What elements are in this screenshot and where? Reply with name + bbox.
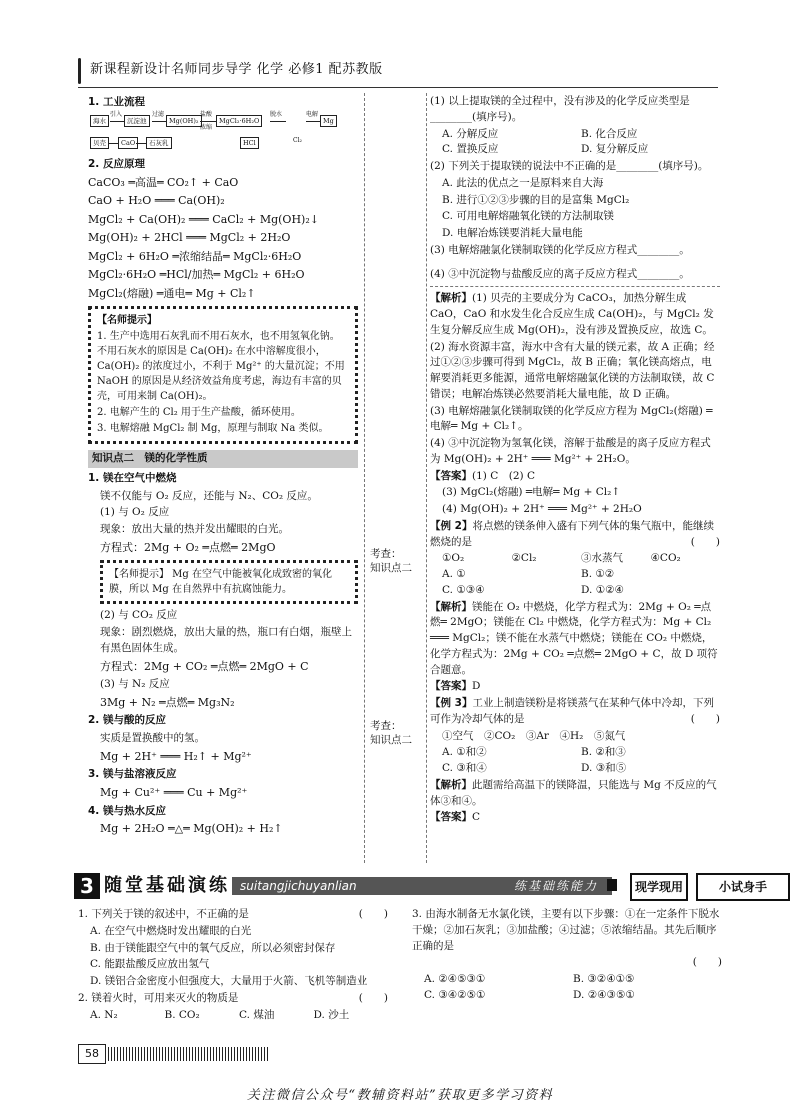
equation: MgCl₂ + 6H₂O ═浓缩结晶═ MgCl₂·6H₂O — [88, 249, 302, 263]
analysis-title: 【解析】 — [430, 778, 472, 791]
equation: 方程式：2Mg + CO₂ ═点燃═ 2MgO + C — [100, 659, 309, 673]
column-divider-left — [364, 93, 365, 863]
equation: MgCl₂ + Ca(OH)₂ ═══ CaCl₂ + Mg(OH)₂↓ — [88, 212, 319, 226]
flow-arrow — [110, 121, 124, 122]
question: (3) 电解熔融氯化镁制取镁的化学反应方程式________。 — [430, 243, 690, 256]
analysis-text: (4) ③中沉淀物为氢氧化镁，溶解于盐酸是的离子反应方程式为 Mg(OH)₂ + 2H⁺ ═══ Mg²⁺ + 2H₂O。 — [430, 437, 711, 465]
question: (1) 以上提取镁的全过程中，没有涉及的化学反应类型是________(填序号)。 — [430, 95, 690, 123]
page-number: 58 — [78, 1044, 106, 1064]
option: A. 在空气中燃烧时发出耀眼的白光 — [90, 924, 252, 937]
example-title: 【例 3】 — [430, 697, 473, 709]
equation: Mg + 2H⁺ ═══ H₂↑ + Mg²⁺ — [100, 749, 252, 763]
section-title: 2. 反应原理 — [88, 157, 145, 170]
equation: CaO + H₂O ═══ Ca(OH)₂ — [88, 194, 225, 207]
section-title: 4. 镁与热水反应 — [88, 804, 166, 817]
flow-node-mg: Mg — [320, 115, 337, 127]
banner-tag: 现学现用 — [630, 873, 688, 901]
option: A. ① — [442, 568, 466, 580]
left-column — [88, 93, 358, 840]
answer-bracket: ( ) — [692, 956, 722, 969]
option: D. ①②④ — [581, 583, 624, 596]
footer-note: 关注微信公众号“教辅资料站”获取更多学习资料 — [246, 1088, 554, 1103]
banner-tag: 小试身手 — [696, 873, 790, 901]
phenomenon: 现象：剧烈燃烧，放出大量的热，瓶口有白烟，瓶壁上有黑色固体生成。 — [100, 626, 352, 654]
equation: MgCl₂·6H₂O ═HCl/加热═ MgCl₂ + 6H₂O — [88, 268, 305, 281]
subheading: (3) 与 N₂ 反应 — [100, 678, 170, 690]
knowledge-point-title: 知识点二 镁的化学性质 — [88, 450, 358, 468]
question: 3. 由海水制备无水氯化镁，主要有以下步骤：①在一定条件下脱水干燥；②加石灰乳；③加盐酸；④过滤；⑤浓缩结晶。其先后顺序正确的是 — [412, 908, 720, 952]
option: D. ③和⑤ — [581, 762, 627, 774]
tip-line: 1. 生产中选用石灰乳而不用石灰水，也不用氢氧化钠。不用石灰水的原因是 Ca(OH)₂ 在水中溶解度很小，Ca(OH)₂ 的浓度过小，不利于 Mg²⁺ 的大量沉淀；不用 NaOH 的原因是从经济效益角度考虑，海边有丰富的贝壳，可用来制 Ca(OH)₂。 — [97, 331, 345, 402]
answer-title: 【答案】 — [430, 811, 472, 824]
question: (4) ③中沉淀物与盐酸反应的离子反应方程式________。 — [430, 267, 690, 280]
practice-left — [78, 906, 388, 1023]
option: ③水蒸气 — [581, 552, 623, 565]
analysis-text: 镁能在 O₂ 中燃烧，化学方程式为：2Mg + O₂ ═点燃═ 2MgO；镁能在 Cl₂ 中燃烧，化学方程式为：Mg + Cl₂ ═══ MgCl₂；镁不能在水蒸气中燃烧；镁能在 CO₂ 中燃烧，化学方程式为：2Mg + CO₂ ═点燃═ 2MgO + C，故 D 项符合题意。 — [430, 600, 718, 676]
flow-arrow — [136, 143, 146, 144]
flow-arrow — [270, 121, 286, 122]
answer-text: (1) C (2) C — [472, 469, 535, 482]
equation: 方程式：2Mg + O₂ ═点燃═ 2MgO — [100, 540, 276, 554]
banner-band — [232, 877, 612, 895]
practice-right — [412, 906, 722, 1004]
analysis-text: (2) 海水资源丰富，海水中含有大量的镁元素，故 A 正确；经过①②③步骤可得到 MgCl₂，故 B 正确；氧化镁高熔点，电解要消耗更多能源，通常电解熔融氯化镁的方法制取镁，故 C 错误；电解冶炼镁必然要消耗大量电能，故 D 正确。 — [430, 340, 715, 400]
answer-text: (3) MgCl₂(熔融) ═电解═ Mg + Cl₂↑ — [442, 486, 621, 499]
answer-bracket: ( ) — [690, 712, 720, 725]
answer-bracket: ( ) — [358, 908, 388, 920]
side-note: 考查： 知识点二 — [370, 720, 412, 746]
tip-line: 2. 电解产生的 Cl₂ 用于生产盐酸，循环使用。 — [97, 407, 301, 418]
tip-line: 3. 电解熔融 MgCl₂ 制 Mg，原理与制取 Na 类似。 — [97, 423, 329, 434]
column-divider-right — [426, 93, 427, 863]
paragraph: 实质是置换酸中的氢。 — [100, 732, 205, 744]
flow-node-hcl: HCl — [240, 137, 259, 149]
options — [430, 745, 720, 777]
flow-label: 浓缩 — [200, 123, 213, 131]
flow-arrow — [152, 121, 166, 122]
tip-title: 【名师提示】 — [97, 315, 157, 326]
flow-arrow — [108, 143, 118, 144]
option: A. 此法的优点之一是原料来自大海 — [442, 176, 604, 189]
analysis-title: 【解析】 — [430, 600, 472, 613]
example-title: 【例 2】 — [430, 519, 473, 532]
option: C. ①③④ — [442, 583, 485, 596]
option: C. 煤油 — [239, 1008, 275, 1021]
option: C. ③④②⑤① — [424, 988, 486, 1001]
question: (2) 下列关于提取镁的说法中不正确的是________(填序号)。 — [430, 160, 709, 172]
divider — [430, 286, 720, 287]
flow-label: Cl₂ — [293, 136, 302, 144]
section-title: 1. 镁在空气中燃烧 — [88, 471, 177, 484]
flow-node-seawater: 海水 — [90, 115, 109, 127]
banner-number: 3 — [74, 873, 100, 899]
options — [430, 127, 720, 159]
flow-arrow — [200, 121, 216, 122]
option: ②Cl₂ — [511, 552, 537, 565]
teacher-tip-box — [88, 306, 358, 444]
flow-node-mgoh2: Mg(OH)₂ — [166, 115, 202, 127]
question: 1. 下列关于镁的叙述中，不正确的是 — [78, 908, 249, 920]
option: B. ③②④①⑤ — [573, 973, 635, 985]
answer-bracket: ( ) — [690, 535, 720, 548]
option: B. 化合反应 — [581, 127, 638, 140]
flow-diagram — [88, 110, 358, 153]
analysis-text: 此题需给高温下的镁降温，只能选与 Mg 不反应的气体③和④。 — [430, 778, 717, 807]
flow-node-cao: CaO — [118, 137, 138, 149]
equation: Mg + 2H₂O ═△═ Mg(OH)₂ + H₂↑ — [100, 822, 283, 836]
option: A. ②④⑤③① — [424, 973, 486, 985]
flow-label: 电解 — [306, 110, 319, 118]
equation: Mg + Cu²⁺ ═══ Cu + Mg²⁺ — [100, 786, 248, 799]
options — [412, 972, 722, 1004]
option: D. 复分解反应 — [581, 143, 649, 156]
equation: CaCO₃ ═高温═ CO₂↑ + CaO — [88, 175, 239, 189]
answer-text: D — [472, 680, 481, 693]
option: C. 置换反应 — [442, 143, 499, 156]
option: C. 可用电解熔融氧化镁的方法制取镁 — [442, 210, 614, 223]
header-bar-icon — [78, 58, 81, 84]
option: B. ①② — [581, 568, 615, 580]
section-banner — [74, 873, 767, 899]
example-text: 工业上制造镁粉是将镁蒸气在某种气体中冷却，下列可作为冷却气体的是 — [430, 697, 714, 725]
teacher-tip-box: 【名师提示】 Mg 在空气中能被氧化成致密的氧化膜，所以 Mg 在自然界中有抗腐蚀能力。 — [100, 560, 358, 604]
side-note: 考查： 知识点二 — [370, 548, 412, 574]
option: B. 由于镁能跟空气中的氧气反应，所以必须密封保存 — [90, 941, 336, 954]
banner-title: 随堂基础演练 — [104, 875, 230, 896]
flow-label: 过滤 — [152, 110, 165, 118]
option: B. 进行①②③步骤的目的是富集 MgCl₂ — [442, 193, 630, 206]
equation: MgCl₂(熔融) ═通电═ Mg + Cl₂↑ — [88, 286, 256, 300]
option: B. CO₂ — [164, 1008, 200, 1021]
banner-pinyin: suitangjichuyanlian — [240, 879, 357, 893]
answer-bracket: ( ) — [358, 991, 388, 1004]
section-title: 1. 工业流程 — [88, 96, 145, 108]
right-column — [430, 93, 720, 827]
options — [430, 551, 720, 567]
flow-label: 盐酸 — [200, 110, 213, 118]
option: C. 能跟盐酸反应放出氢气 — [90, 958, 210, 971]
equation: 3Mg + N₂ ═点燃═ Mg₃N₂ — [100, 695, 235, 709]
flow-node-tank: 沉淀池 — [124, 115, 150, 127]
answer-text: (4) Mg(OH)₂ + 2H⁺ ═══ Mg²⁺ + 2H₂O — [442, 503, 642, 515]
header-divider — [78, 87, 718, 88]
answer-title: 【答案】 — [430, 680, 472, 693]
section-title: 3. 镁与盐溶液反应 — [88, 768, 177, 781]
section-title: 2. 镁与酸的反应 — [88, 714, 166, 727]
option: A. N₂ — [90, 1008, 118, 1021]
paragraph: 镁不仅能与 O₂ 反应，还能与 N₂、CO₂ 反应。 — [100, 489, 318, 502]
example-text: 将点燃的镁条伸入盛有下列气体的集气瓶中，能继续燃烧的是 — [430, 519, 714, 548]
option: ④CO₂ — [650, 552, 681, 565]
page-number-bar — [78, 1047, 268, 1061]
option: D. 镁铝合金密度小但强度大，大量用于火箭、飞机等制造业 — [90, 975, 368, 987]
analysis-text: (1) 贝壳的主要成分为 CaCO₃，加热分解生成 CaO，CaO 和水发生化合反应生成 Ca(OH)₂，与 MgCl₂ 发生复分解反应生成 Mg(OH)₂，没有涉及置换反应，故选 C。 — [430, 292, 714, 336]
flow-arrow — [306, 121, 320, 122]
options — [78, 1008, 388, 1024]
option: D. 沙土 — [313, 1008, 350, 1021]
option: A. 分解反应 — [442, 127, 499, 140]
square-icon — [607, 879, 617, 891]
options — [430, 567, 720, 599]
example-items: ①空气 ②CO₂ ③Ar ④H₂ ⑤氮气 — [442, 729, 626, 742]
subheading: (1) 与 O₂ 反应 — [100, 506, 170, 519]
equation: Mg(OH)₂ + 2HCl ═══ MgCl₂ + 2H₂O — [88, 231, 291, 244]
option: ①O₂ — [442, 552, 465, 565]
option: D. ②④③⑤① — [573, 988, 635, 1001]
answer-text: C — [472, 811, 481, 824]
banner-slogan: 练基础练能力 — [513, 879, 598, 893]
analysis-text: (3) 电解熔融氯化镁制取镁的化学反应方程为 MgCl₂(熔融) ═电解═ Mg + Cl₂↑。 — [430, 404, 713, 433]
option: B. ②和③ — [581, 746, 626, 759]
flow-label: 脱水 — [270, 110, 283, 118]
flow-node-shell: 贝壳 — [90, 137, 109, 149]
option: D. 电解冶炼镁要消耗大量电能 — [442, 227, 583, 239]
option: C. ③和④ — [442, 762, 487, 774]
flow-node-lime: 石灰乳 — [146, 137, 172, 149]
analysis-title: 【解析】 — [430, 292, 472, 305]
question: 2. 镁着火时，可用来灭火的物质是 — [78, 991, 239, 1004]
flow-label: 引入 — [110, 110, 123, 118]
header-title: 新课程新设计名师同步导学 化学 必修1 配苏教版 — [90, 62, 383, 77]
option: A. ①和② — [442, 746, 487, 759]
subheading: (2) 与 CO₂ 反应 — [100, 609, 178, 622]
phenomenon: 现象：放出大量的热并发出耀眼的白光。 — [100, 523, 289, 535]
answer-title: 【答案】 — [430, 469, 472, 482]
flow-node-mgcl2: MgCl₂·6H₂O — [216, 115, 262, 127]
